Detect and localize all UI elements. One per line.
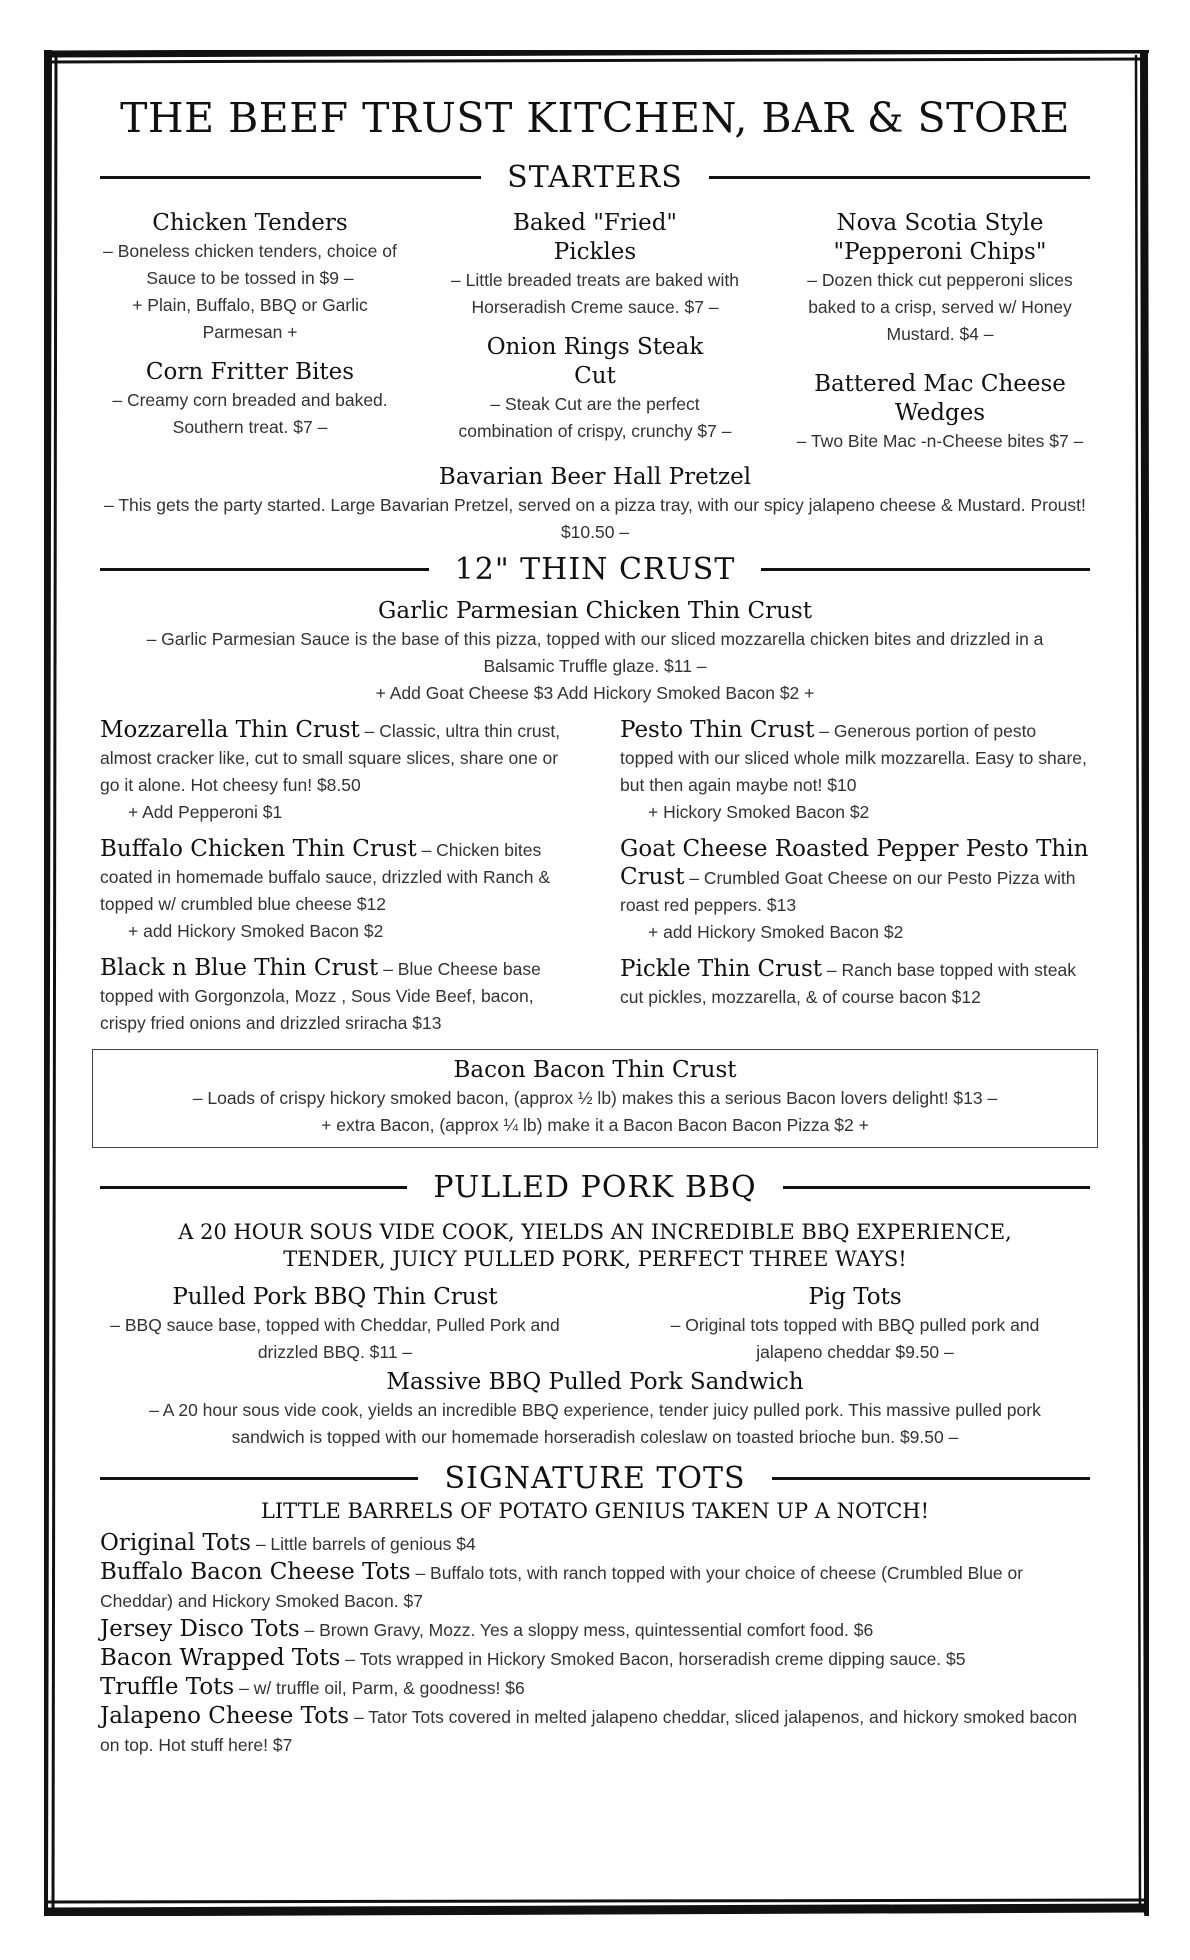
menu-item-jalapeno-cheese-tots bbox=[100, 1702, 1090, 1759]
item-name: Bacon Bacon Thin Crust bbox=[453, 1057, 737, 1083]
thin-crust-left-column bbox=[100, 717, 570, 1037]
menu-item-bacon-wrapped-tots bbox=[100, 1644, 1090, 1673]
item-name: Pickle Thin Crust bbox=[620, 956, 823, 982]
menu-item-chicken-tenders bbox=[100, 209, 400, 346]
menu-item-pickle bbox=[620, 956, 1090, 1011]
menu-item-pesto bbox=[620, 717, 1090, 826]
divider bbox=[100, 1477, 418, 1480]
item-description: – This gets the party started. Large Bavarian Pretzel, served on a pizza tray, with our spicy jalapeno cheese & Mustard. Proust! $10.50 – bbox=[104, 495, 1086, 542]
menu-item-goat-cheese-pesto bbox=[620, 836, 1090, 946]
starters-heading bbox=[100, 160, 1090, 195]
item-description: – Little breaded treats are baked with Horseradish Creme sauce. $7 – bbox=[451, 270, 739, 317]
item-description: – Two Bite Mac -n-Cheese bites $7 – bbox=[796, 431, 1084, 451]
menu-item-black-n-blue bbox=[100, 955, 570, 1037]
tots-heading bbox=[100, 1461, 1090, 1496]
menu-item-buffalo-chicken bbox=[100, 836, 570, 945]
item-description: – Little barrels of genious $4 bbox=[255, 1534, 476, 1554]
menu-item-buffalo-bacon-cheese-tots bbox=[100, 1558, 1090, 1615]
item-description: – Crumbled Goat Cheese on our Pesto Pizza with roast red peppers. $13 bbox=[620, 868, 1076, 915]
item-description: – Steak Cut are the perfect combination of crispy, crunchy $7 – bbox=[458, 394, 732, 441]
item-name: Pig Tots bbox=[808, 1284, 902, 1310]
menu-item-pepperoni-chips bbox=[790, 209, 1090, 348]
item-name: Mozzarella Thin Crust bbox=[100, 717, 360, 743]
item-name: Buffalo Bacon Cheese Tots bbox=[100, 1559, 411, 1585]
item-addon: + extra Bacon, (approx ¼ lb) make it a Bacon Bacon Bacon Pizza $2 + bbox=[321, 1115, 869, 1135]
item-addon: + Hickory Smoked Bacon $2 bbox=[648, 802, 870, 822]
item-name: Buffalo Chicken Thin Crust bbox=[100, 836, 417, 862]
menu-item-pretzel bbox=[100, 463, 1090, 546]
item-addon: + Plain, Buffalo, BBQ or Garlic Parmesan + bbox=[132, 295, 368, 342]
item-name: Battered Mac Cheese Wedges bbox=[814, 371, 1066, 426]
item-description: – A 20 hour sous vide cook, yields an incredible BBQ experience, tender juicy pulled pork. This massive pulled pork sandwich is topped with our homemade horseradish coleslaw on toasted brioche bun. $9.50 – bbox=[149, 1400, 1041, 1447]
menu-item-truffle-tots bbox=[100, 1673, 1090, 1702]
item-name: Nova Scotia Style "Pepperoni Chips" bbox=[833, 210, 1047, 265]
item-name: Pulled Pork BBQ Thin Crust bbox=[172, 1284, 498, 1310]
section-title: STARTERS bbox=[507, 160, 683, 195]
starters-columns bbox=[100, 209, 1090, 455]
item-description: – Generous portion of pesto topped with our sliced whole milk mozzarella. Easy to share, but then again maybe not! $10 bbox=[620, 721, 1087, 795]
item-description: – Classic, ultra thin crust, almost cracker like, cut to small square slices, share one or go it alone. Hot cheesy fun! $8.50 bbox=[100, 721, 561, 795]
item-description: – Original tots topped with BBQ pulled pork and jalapeno cheddar $9.50 – bbox=[670, 1315, 1040, 1362]
starters-column-1 bbox=[100, 209, 400, 455]
starters-column-2 bbox=[445, 209, 745, 455]
divider bbox=[761, 568, 1090, 571]
menu-item-garlic-parmesian bbox=[100, 597, 1090, 707]
tots-list bbox=[100, 1529, 1090, 1759]
menu-item-mac-cheese-wedges bbox=[790, 370, 1090, 455]
bbq-tagline: A 20 HOUR SOUS VIDE COOK, YIELDS AN INCREDIBLE BBQ EXPERIENCE, TENDER, JUICY PULLED PORK, PERFECT THREE WAYS! bbox=[178, 1220, 1012, 1271]
thin-crust-heading bbox=[100, 552, 1090, 587]
item-name: Jalapeno Cheese Tots bbox=[100, 1703, 350, 1729]
item-description: – Ranch base topped with steak cut pickles, mozzarella, & of course bacon $12 bbox=[620, 960, 1076, 1007]
item-description: – Creamy corn breaded and baked. Southern treat. $7 – bbox=[112, 390, 388, 437]
item-description: – Buffalo tots, with ranch topped with your choice of cheese (Crumbled Blue or Cheddar) and Hickory Smoked Bacon. $7 bbox=[100, 1563, 1024, 1611]
item-addon: + Add Goat Cheese $3 Add Hickory Smoked Bacon $2 + bbox=[375, 683, 815, 703]
item-description: – Brown Gravy, Mozz. Yes a sloppy mess, quintessential comfort food. $6 bbox=[304, 1620, 874, 1640]
item-description: – Tator Tots covered in melted jalapeno cheddar, sliced jalapenos, and hickory smoked bacon on top. Hot stuff here! $7 bbox=[100, 1707, 1078, 1755]
divider bbox=[709, 176, 1090, 179]
menu-item-onion-rings bbox=[445, 333, 745, 445]
menu-item-jersey-disco-tots bbox=[100, 1615, 1090, 1644]
divider bbox=[100, 568, 429, 571]
item-name: Goat Cheese Roasted Pepper Pesto Thin Crust bbox=[620, 836, 1089, 890]
item-name: Bacon Wrapped Tots bbox=[100, 1645, 341, 1671]
item-description: – Blue Cheese base topped with Gorgonzola, Mozz , Sous Vide Beef, bacon, crispy fried onions and drizzled sriracha $13 bbox=[100, 959, 541, 1033]
divider bbox=[100, 176, 481, 179]
tots-tagline: LITTLE BARRELS OF POTATO GENIUS TAKEN UP A NOTCH! bbox=[260, 1499, 930, 1523]
item-description: – BBQ sauce base, topped with Cheddar, Pulled Pork and drizzled BBQ. $11 – bbox=[110, 1315, 560, 1362]
item-name: Baked "Fried" Pickles bbox=[513, 210, 677, 265]
section-title: 12" THIN CRUST bbox=[454, 552, 736, 587]
item-description: – Tots wrapped in Hickory Smoked Bacon, horseradish creme dipping sauce. $5 bbox=[345, 1649, 966, 1669]
menu-item-bbq-sandwich bbox=[100, 1368, 1090, 1451]
menu-item-corn-fritter-bites bbox=[100, 358, 400, 441]
starters-column-3 bbox=[790, 209, 1090, 455]
item-description: – Loads of crispy hickory smoked bacon, (approx ½ lb) makes this a serious Bacon lovers delight! $13 – bbox=[192, 1088, 998, 1108]
menu-item-bacon-bacon-box bbox=[92, 1049, 1098, 1148]
item-name: Truffle Tots bbox=[100, 1674, 235, 1700]
menu-item-original-tots bbox=[100, 1529, 1090, 1558]
item-addon: + Add Pepperoni $1 bbox=[128, 802, 283, 822]
thin-crust-right-column bbox=[620, 717, 1090, 1037]
menu-item-pig-tots bbox=[620, 1283, 1090, 1366]
item-name: Massive BBQ Pulled Pork Sandwich bbox=[386, 1369, 804, 1395]
item-name: Original Tots bbox=[100, 1530, 251, 1556]
section-title: SIGNATURE TOTS bbox=[444, 1461, 746, 1496]
item-addon: + add Hickory Smoked Bacon $2 bbox=[128, 921, 384, 941]
thin-crust-columns bbox=[100, 717, 1090, 1037]
section-title: PULLED PORK BBQ bbox=[433, 1170, 757, 1205]
item-description: – w/ truffle oil, Parm, & goodness! $6 bbox=[239, 1678, 525, 1698]
divider bbox=[100, 1186, 407, 1189]
divider bbox=[772, 1477, 1090, 1480]
item-name: Garlic Parmesian Chicken Thin Crust bbox=[378, 598, 812, 624]
item-addon: + add Hickory Smoked Bacon $2 bbox=[648, 922, 904, 942]
item-name: Black n Blue Thin Crust bbox=[100, 955, 379, 981]
bbq-columns bbox=[100, 1283, 1090, 1366]
menu-item-mozzarella bbox=[100, 717, 570, 826]
item-name: Corn Fritter Bites bbox=[145, 359, 355, 385]
bbq-heading bbox=[100, 1170, 1090, 1205]
restaurant-title: THE BEEF TRUST KITCHEN, BAR & STORE bbox=[120, 94, 1070, 142]
item-description: – Boneless chicken tenders, choice of Sauce to be tossed in $9 – bbox=[103, 241, 397, 288]
item-name: Jersey Disco Tots bbox=[100, 1616, 300, 1642]
item-name: Chicken Tenders bbox=[152, 210, 348, 236]
item-description: – Garlic Parmesian Sauce is the base of this pizza, topped with our sliced mozzarella chicken bites and drizzled in a Balsamic Truffle glaze. $11 – bbox=[146, 629, 1044, 676]
item-description: – Chicken bites coated in homemade buffalo sauce, drizzled with Ranch & topped w/ crumbled blue cheese $12 bbox=[100, 840, 551, 914]
item-description: – Dozen thick cut pepperoni slices baked to a crisp, served w/ Honey Mustard. $4 – bbox=[807, 270, 1073, 344]
item-name: Pesto Thin Crust bbox=[620, 717, 815, 743]
menu-item-pulled-pork-thin-crust bbox=[100, 1283, 570, 1366]
menu-item-fried-pickles bbox=[445, 209, 745, 321]
divider bbox=[783, 1186, 1090, 1189]
item-name: Onion Rings Steak Cut bbox=[486, 334, 704, 389]
item-name: Bavarian Beer Hall Pretzel bbox=[438, 464, 752, 490]
